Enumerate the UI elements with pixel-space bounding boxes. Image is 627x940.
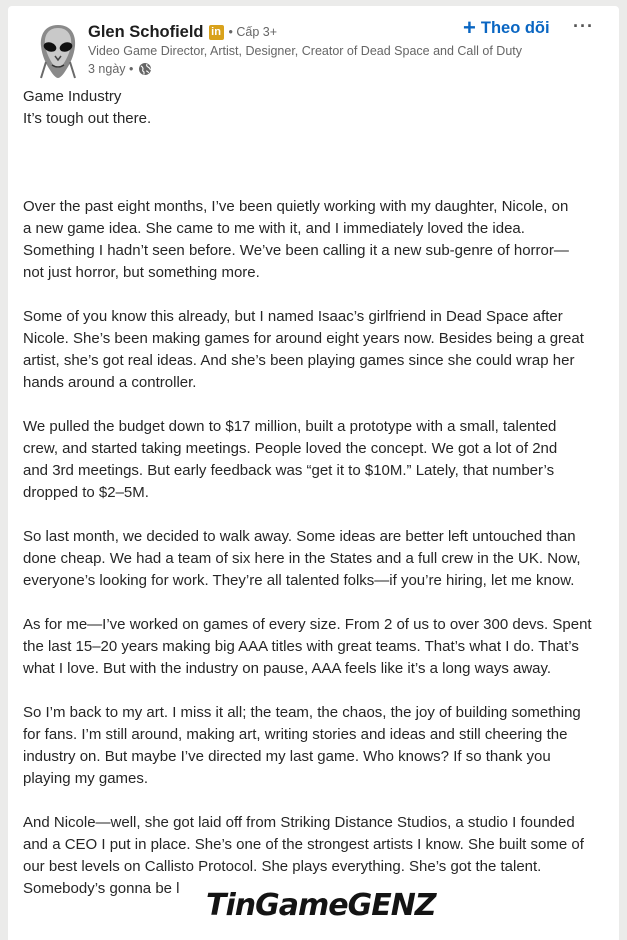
post-time: 3 ngày •: [88, 62, 134, 76]
post-paragraph: As for me—I’ve worked on games of every size. From 2 of us to over 300 devs. Spent the last 15–20 years making big AAA titles with great teams. That’s what I do. That’s what I love. But with the industry on pause, AAA feels like it’s a long ways away.: [23, 616, 592, 677]
post-meta: [88, 62, 152, 76]
post-paragraph: We pulled the budget down to $17 million, built a prototype with a small, talented crew, and started taking meetings. People loved the concept. We got a lot of 2nd and 3rd meetings. But early feedback was “get it to $10M.” Lately, that number’s dropped to $2–5M.: [23, 418, 558, 501]
author-headline: Video Game Director, Artist, Designer, Creator of Dead Space and Call of Duty: [88, 44, 523, 58]
author-name[interactable]: Glen Schofield: [88, 22, 204, 41]
post-body: [23, 86, 613, 900]
more-options-button[interactable]: ···: [573, 16, 594, 36]
follow-button[interactable]: [463, 15, 550, 40]
follow-label: Theo dõi: [480, 18, 550, 37]
post-paragraph: Over the past eight months, I’ve been quietly working with my daughter, Nicole, on a new game idea. She came to me with it, and I immediately loved the idea. Something I hadn’t seen before. We’ve been calling it a new sub-genre of horror— not just horror, but something more.: [23, 198, 569, 281]
linkedin-premium-icon: in: [209, 25, 224, 40]
post-title: Game Industry It’s tough out there.: [23, 88, 152, 127]
connection-degree: • Cấp 3+: [228, 25, 278, 39]
globe-icon: [138, 62, 152, 76]
post-paragraph: So last month, we decided to walk away. Some ideas are better left untouched than done cheap. We had a team of six here in the States and a full crew in the UK. Now, everyone’s looking for work. They’re all talented folks—if you’re hiring, let me know.: [23, 528, 581, 589]
post-card: [8, 6, 619, 940]
post-paragraph: Some of you know this already, but I named Isaac’s girlfriend in Dead Space after Nicole. She’s been making games for around eight years now. Besides being a great artist, she’s got real ideas. And she’s been playing games since she could wrap her hands around a controller.: [23, 308, 584, 391]
post-paragraph: And Nicole—well, she got laid off from Striking Distance Studios, a studio I founded and a CEO I put in place. She’s one of the strongest artists I know. She built some of our best levels on Callisto Protocol. She plays everything. She’s got the talent. Somebody’s gonna be l: [23, 814, 584, 897]
avatar-alien-face-icon: [32, 22, 84, 80]
author-name-row: [88, 22, 277, 42]
plus-icon: +: [463, 15, 476, 40]
post-paragraph: So I’m back to my art. I miss it all; the team, the chaos, the joy of building something for fans. I’m still around, making art, writing stories and ideas and still cheering the industry on. But maybe I’ve directed my last game. Who knows? If so thank you playing my games.: [23, 704, 581, 787]
watermark-logo: TinGameGENZ: [206, 888, 436, 923]
author-avatar[interactable]: [32, 22, 84, 80]
